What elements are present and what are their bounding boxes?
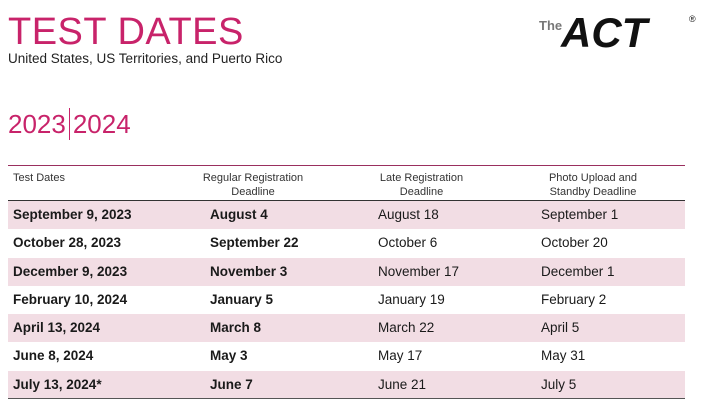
regular-deadline-cell: November 3: [210, 263, 288, 279]
year-divider: [69, 108, 70, 140]
photo-deadline-cell: October 20: [541, 235, 608, 251]
photo-deadline-cell: December 1: [541, 263, 615, 279]
regular-deadline-cell: August 4: [210, 207, 268, 222]
test-date-cell: April 13, 2024: [13, 320, 101, 336]
regular-deadline-cell: May 3: [210, 348, 248, 364]
photo-deadline-cell: May 31: [541, 348, 586, 364]
test-date-cell: December 9, 2023: [13, 263, 128, 279]
logo-the-text: The: [539, 18, 563, 33]
page-title: TEST DATES: [8, 11, 244, 53]
regular-deadline-cell: January 5: [210, 291, 274, 307]
table-row: [8, 371, 685, 399]
year-end: 2024: [72, 108, 131, 139]
act-logo: [539, 8, 699, 53]
header-regular-registration: Regular Registration Deadline: [202, 172, 304, 198]
late-deadline-cell: June 21: [378, 376, 427, 392]
table-row: [8, 342, 685, 370]
late-deadline-cell: November 17: [378, 263, 460, 279]
test-date-cell: July 13, 2024*: [13, 376, 102, 392]
regular-deadline-cell: September 22: [210, 235, 299, 251]
test-date-cell: September 9, 2023: [13, 207, 132, 222]
test-date-cell: June 8, 2024: [13, 348, 94, 364]
photo-deadline-cell: July 5: [541, 376, 577, 392]
test-date-cell: October 28, 2023: [13, 235, 122, 251]
table-bottom-rule: [8, 398, 685, 399]
test-dates-table: [8, 201, 685, 399]
late-deadline-cell: March 22: [378, 320, 435, 336]
photo-deadline-cell: September 1: [541, 207, 619, 222]
late-deadline-cell: May 17: [378, 348, 423, 364]
header-late-registration: Late Registration Deadline: [379, 172, 464, 198]
header-test-dates: Test Dates: [13, 172, 65, 184]
regular-deadline-cell: March 8: [210, 320, 262, 336]
photo-deadline-cell: February 2: [541, 291, 607, 307]
table-row: [8, 201, 685, 229]
table-row: [8, 258, 685, 286]
header-photo-upload: Photo Upload and Standby Deadline: [548, 172, 638, 198]
table-row: [8, 286, 685, 314]
regular-deadline-cell: June 7: [210, 376, 253, 392]
table-row: [8, 314, 685, 342]
year-start: 2023: [8, 108, 66, 139]
late-deadline-cell: October 6: [378, 235, 438, 251]
page-subtitle: United States, US Territories, and Puerto Rico: [8, 51, 283, 66]
late-deadline-cell: January 19: [378, 291, 445, 307]
table-top-rule: [8, 165, 685, 166]
photo-deadline-cell: April 5: [541, 320, 580, 336]
test-date-cell: February 10, 2024: [13, 291, 128, 307]
late-deadline-cell: August 18: [378, 207, 439, 222]
table-row: [8, 229, 685, 257]
logo-registered-mark: ®: [689, 14, 696, 24]
school-year: [8, 108, 131, 140]
logo-act-text: ACT: [561, 9, 648, 53]
